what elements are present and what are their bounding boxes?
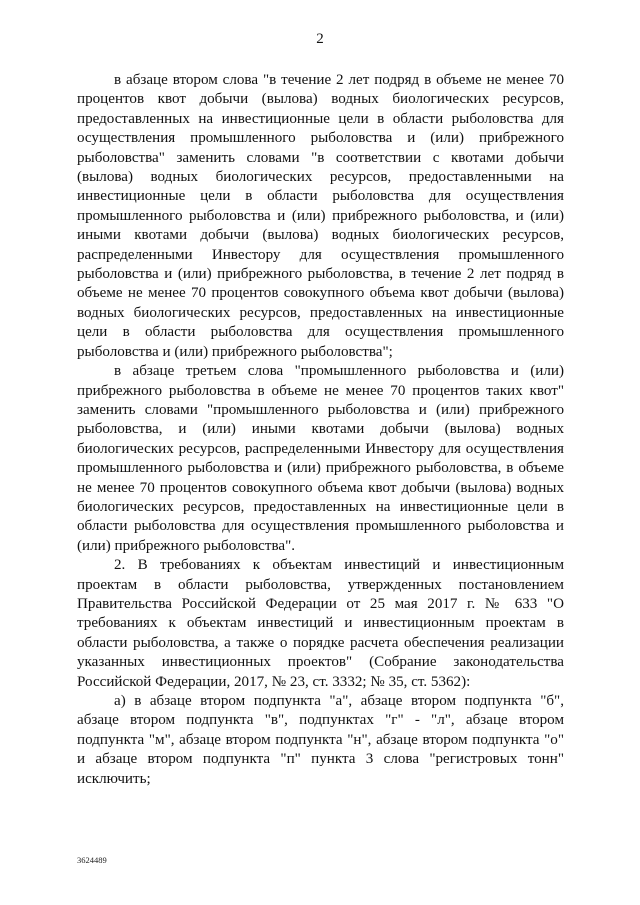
page-number: 2 [316, 31, 324, 47]
paragraph-subitem-a: а) в абзаце втором подпункта "а", абзаце втором подпункта "б", абзаце втором подпункта "в", подпунктах "г" - "л", абзаце втором подпункта "м", абзаце втором подпункта "н", абзаце втором подпункта "о" и абзаце втором подпункта "п" пункта 3 слова "регистровых тонн" исключить; [77, 693, 564, 787]
paragraph-abzac-vtorom: в абзаце втором слова "в течение 2 лет подряд в объеме не менее 70 процентов квот добычи (вылова) водных биологических ресурсов, предоставленных на инвестиционные цели в области рыболовства для осуществления промышленного рыболовства и (или) прибрежного рыболовства" заменить словами "в соответствии с квотами добычи (вылова) водных биологических ресурсов, предоставленными на инвестиционные цели в области рыболовства для осуществления промышленного рыболовства и (или) прибрежного рыболовства, и (или) иными квотами добычи (вылова) водных биологических ресурсов, распределенными Инвестору для осуществления промышленного рыболовства и (или) прибрежного рыболовства, в течение 2 лет подряд в объеме не менее 70 процентов совокупного объема квот добычи (вылова) водных биологических ресурсов, предоставленных на инвестиционные цели в области рыболовства для осуществления промышленного рыболовства и (или) прибрежного рыболовства"; [77, 72, 564, 360]
paragraph-item-2: 2. В требованиях к объектам инвестиций и инвестиционным проектам в области рыболовства, утвержденных постановлением Правительства Российской Федерации от 25 мая 2017 г. № 633 "О требованиях к объектам инвестиций и инвестиционным проектам в области рыболовства, а также о порядке расчета обеспечения реализации указанных инвестиционных проектов" (Собрание законодательства Российской Федерации, 2017, № 23, ст. 3332; № 35, ст. 5362): [77, 557, 564, 690]
document-body [77, 71, 564, 789]
paragraph-abzac-tretyem: в абзаце третьем слова "промышленного рыболовства и (или) прибрежного рыболовства в объеме не менее 70 процентов таких квот" заменить словами "промышленного рыболовства и (или) прибрежного рыболовства, и (или) иными квотами добычи (вылова) водных биологических ресурсов, распределенными Инвестору для осуществления промышленного рыболовства и (или) прибрежного рыболовства, в объеме не менее 70 процентов совокупного объема квот добычи (вылова) водных биологических ресурсов, предоставленных на инвестиционные цели в области рыболовства для осуществления промышленного рыболовства и (или) прибрежного рыболовства". [77, 363, 564, 554]
document-id: 3624489 [77, 855, 107, 865]
